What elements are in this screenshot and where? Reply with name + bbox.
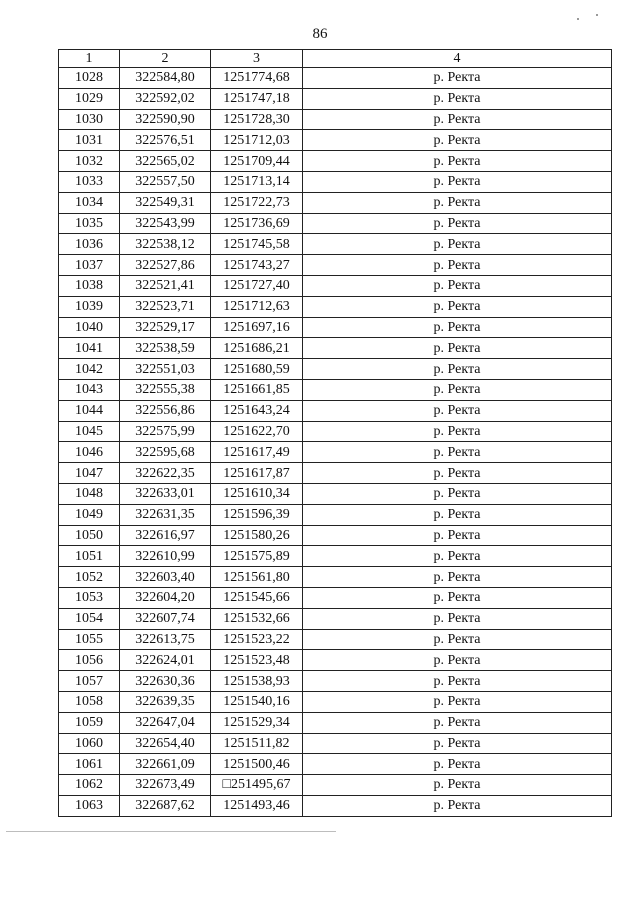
coordinate-x-cell: 322565,02	[120, 151, 211, 172]
scan-artifact-line	[6, 831, 336, 832]
table-row	[59, 567, 612, 588]
coordinate-y-cell: 1251745,58	[211, 234, 303, 255]
coordinate-x-cell: 322654,40	[120, 733, 211, 754]
table-row	[59, 255, 612, 276]
point-number-cell: 1039	[59, 296, 120, 317]
coordinate-x-cell: 322607,74	[120, 608, 211, 629]
table-row	[59, 317, 612, 338]
table-row	[59, 754, 612, 775]
description-cell: р. Ректа	[303, 587, 612, 608]
coordinate-x-cell: 322576,51	[120, 130, 211, 151]
coordinate-y-cell: 1251617,87	[211, 463, 303, 484]
coordinate-y-cell: 1251617,49	[211, 442, 303, 463]
coordinate-x-cell: 322556,86	[120, 400, 211, 421]
coordinate-y-cell: 1251511,82	[211, 733, 303, 754]
coordinate-y-cell: 1251774,68	[211, 68, 303, 89]
table-row	[59, 629, 612, 650]
table-row	[59, 151, 612, 172]
description-cell: р. Ректа	[303, 255, 612, 276]
description-cell: р. Ректа	[303, 712, 612, 733]
point-number-cell: 1055	[59, 629, 120, 650]
coordinate-y-cell: 1251747,18	[211, 88, 303, 109]
table-row	[59, 421, 612, 442]
coordinate-y-cell: 1251529,34	[211, 712, 303, 733]
description-cell: р. Ректа	[303, 234, 612, 255]
coordinate-x-cell: 322549,31	[120, 192, 211, 213]
table-row	[59, 359, 612, 380]
coordinate-x-cell: 322523,71	[120, 296, 211, 317]
point-number-cell: 1058	[59, 691, 120, 712]
table-row	[59, 650, 612, 671]
point-number-cell: 1047	[59, 463, 120, 484]
coordinate-y-cell: 1251680,59	[211, 359, 303, 380]
point-number-cell: 1049	[59, 504, 120, 525]
point-number-cell: 1028	[59, 68, 120, 89]
point-number-cell: 1033	[59, 171, 120, 192]
coordinate-x-cell: 322555,38	[120, 379, 211, 400]
coordinates-table	[58, 49, 612, 817]
scan-artifact-dot	[577, 18, 579, 20]
description-cell: р. Ректа	[303, 317, 612, 338]
table-row	[59, 463, 612, 484]
table-row	[59, 775, 612, 796]
coordinate-x-cell: 322557,50	[120, 171, 211, 192]
coordinate-y-cell: 1251580,26	[211, 525, 303, 546]
point-number-cell: 1034	[59, 192, 120, 213]
description-cell: р. Ректа	[303, 130, 612, 151]
point-number-cell: 1045	[59, 421, 120, 442]
point-number-cell: 1040	[59, 317, 120, 338]
coordinate-x-cell: 322575,99	[120, 421, 211, 442]
table-row	[59, 379, 612, 400]
point-number-cell: 1050	[59, 525, 120, 546]
coordinate-y-cell: 1251709,44	[211, 151, 303, 172]
coordinate-y-cell: 1251500,46	[211, 754, 303, 775]
point-number-cell: 1043	[59, 379, 120, 400]
coordinate-x-cell: 322633,01	[120, 483, 211, 504]
coordinate-x-cell: 322631,35	[120, 504, 211, 525]
point-number-cell: 1051	[59, 546, 120, 567]
table-row	[59, 608, 612, 629]
description-cell: р. Ректа	[303, 567, 612, 588]
point-number-cell: 1038	[59, 275, 120, 296]
table-row	[59, 400, 612, 421]
coordinate-x-cell: 322610,99	[120, 546, 211, 567]
description-cell: р. Ректа	[303, 733, 612, 754]
table-row	[59, 671, 612, 692]
coordinate-x-cell: 322673,49	[120, 775, 211, 796]
coordinate-x-cell: 322551,03	[120, 359, 211, 380]
description-cell: р. Ректа	[303, 608, 612, 629]
coordinate-y-cell: 1251540,16	[211, 691, 303, 712]
coordinate-x-cell: 322538,59	[120, 338, 211, 359]
description-cell: р. Ректа	[303, 442, 612, 463]
coordinate-y-cell: 1251736,69	[211, 213, 303, 234]
point-number-cell: 1035	[59, 213, 120, 234]
point-number-cell: 1031	[59, 130, 120, 151]
description-cell: р. Ректа	[303, 483, 612, 504]
description-cell: р. Ректа	[303, 525, 612, 546]
coordinate-x-cell: 322584,80	[120, 68, 211, 89]
table-body	[59, 68, 612, 817]
coordinate-y-cell: 1251532,66	[211, 608, 303, 629]
description-cell: р. Ректа	[303, 546, 612, 567]
point-number-cell: 1053	[59, 587, 120, 608]
table-header-row	[59, 50, 612, 68]
coordinate-x-cell: 322538,12	[120, 234, 211, 255]
coordinate-y-cell: □251495,67	[211, 775, 303, 796]
description-cell: р. Ректа	[303, 151, 612, 172]
point-number-cell: 1042	[59, 359, 120, 380]
point-number-cell: 1046	[59, 442, 120, 463]
table-row	[59, 525, 612, 546]
table-row	[59, 795, 612, 816]
coordinate-x-cell: 322613,75	[120, 629, 211, 650]
coordinate-x-cell: 322527,86	[120, 255, 211, 276]
coordinate-y-cell: 1251697,16	[211, 317, 303, 338]
point-number-cell: 1061	[59, 754, 120, 775]
description-cell: р. Ректа	[303, 795, 612, 816]
point-number-cell: 1062	[59, 775, 120, 796]
description-cell: р. Ректа	[303, 213, 612, 234]
coordinate-x-cell: 322529,17	[120, 317, 211, 338]
coordinate-y-cell: 1251493,46	[211, 795, 303, 816]
coordinate-y-cell: 1251575,89	[211, 546, 303, 567]
coordinate-x-cell: 322521,41	[120, 275, 211, 296]
description-cell: р. Ректа	[303, 691, 612, 712]
description-cell: р. Ректа	[303, 629, 612, 650]
coordinate-y-cell: 1251712,03	[211, 130, 303, 151]
coordinate-x-cell: 322604,20	[120, 587, 211, 608]
description-cell: р. Ректа	[303, 463, 612, 484]
description-cell: р. Ректа	[303, 275, 612, 296]
table-row	[59, 587, 612, 608]
coordinate-y-cell: 1251713,14	[211, 171, 303, 192]
table-row	[59, 68, 612, 89]
point-number-cell: 1057	[59, 671, 120, 692]
description-cell: р. Ректа	[303, 338, 612, 359]
description-cell: р. Ректа	[303, 68, 612, 89]
coordinate-x-cell: 322590,90	[120, 109, 211, 130]
description-cell: р. Ректа	[303, 775, 612, 796]
table-row	[59, 296, 612, 317]
table-row	[59, 712, 612, 733]
point-number-cell: 1041	[59, 338, 120, 359]
table-row	[59, 442, 612, 463]
point-number-cell: 1063	[59, 795, 120, 816]
coordinate-x-cell: 322630,36	[120, 671, 211, 692]
table-row	[59, 483, 612, 504]
table-row	[59, 338, 612, 359]
coordinate-x-cell: 322624,01	[120, 650, 211, 671]
coordinate-x-cell: 322543,99	[120, 213, 211, 234]
table-row	[59, 504, 612, 525]
point-number-cell: 1052	[59, 567, 120, 588]
point-number-cell: 1056	[59, 650, 120, 671]
table-row	[59, 130, 612, 151]
coordinate-y-cell: 1251523,48	[211, 650, 303, 671]
point-number-cell: 1054	[59, 608, 120, 629]
coordinate-x-cell: 322595,68	[120, 442, 211, 463]
description-cell: р. Ректа	[303, 421, 612, 442]
point-number-cell: 1037	[59, 255, 120, 276]
description-cell: р. Ректа	[303, 171, 612, 192]
coordinate-x-cell: 322647,04	[120, 712, 211, 733]
column-header-3: 3	[211, 50, 303, 68]
table-row	[59, 213, 612, 234]
point-number-cell: 1036	[59, 234, 120, 255]
description-cell: р. Ректа	[303, 109, 612, 130]
description-cell: р. Ректа	[303, 400, 612, 421]
description-cell: р. Ректа	[303, 671, 612, 692]
coordinate-y-cell: 1251743,27	[211, 255, 303, 276]
coordinate-x-cell: 322687,62	[120, 795, 211, 816]
coordinate-x-cell: 322639,35	[120, 691, 211, 712]
description-cell: р. Ректа	[303, 192, 612, 213]
description-cell: р. Ректа	[303, 359, 612, 380]
coordinate-y-cell: 1251622,70	[211, 421, 303, 442]
table-row	[59, 88, 612, 109]
point-number-cell: 1059	[59, 712, 120, 733]
column-header-4: 4	[303, 50, 612, 68]
coordinate-x-cell: 322616,97	[120, 525, 211, 546]
coordinate-y-cell: 1251545,66	[211, 587, 303, 608]
table-row	[59, 275, 612, 296]
table-row	[59, 234, 612, 255]
coordinate-y-cell: 1251728,30	[211, 109, 303, 130]
coordinate-y-cell: 1251643,24	[211, 400, 303, 421]
table-row	[59, 109, 612, 130]
point-number-cell: 1032	[59, 151, 120, 172]
description-cell: р. Ректа	[303, 88, 612, 109]
coordinate-y-cell: 1251712,63	[211, 296, 303, 317]
coordinate-y-cell: 1251661,85	[211, 379, 303, 400]
coordinate-y-cell: 1251610,34	[211, 483, 303, 504]
table-row	[59, 691, 612, 712]
coordinate-y-cell: 1251596,39	[211, 504, 303, 525]
coordinate-y-cell: 1251727,40	[211, 275, 303, 296]
point-number-cell: 1029	[59, 88, 120, 109]
coordinate-x-cell: 322592,02	[120, 88, 211, 109]
description-cell: р. Ректа	[303, 379, 612, 400]
description-cell: р. Ректа	[303, 754, 612, 775]
page-number: 86	[312, 26, 328, 42]
coordinate-x-cell: 322661,09	[120, 754, 211, 775]
scan-artifact-dot	[596, 14, 598, 16]
table-row	[59, 546, 612, 567]
description-cell: р. Ректа	[303, 650, 612, 671]
point-number-cell: 1060	[59, 733, 120, 754]
point-number-cell: 1048	[59, 483, 120, 504]
coordinate-y-cell: 1251561,80	[211, 567, 303, 588]
table-row	[59, 733, 612, 754]
table-row	[59, 171, 612, 192]
table-row	[59, 192, 612, 213]
coordinate-y-cell: 1251538,93	[211, 671, 303, 692]
description-cell: р. Ректа	[303, 296, 612, 317]
column-header-1: 1	[59, 50, 120, 68]
coordinate-x-cell: 322603,40	[120, 567, 211, 588]
point-number-cell: 1030	[59, 109, 120, 130]
coordinate-y-cell: 1251523,22	[211, 629, 303, 650]
coordinate-y-cell: 1251722,73	[211, 192, 303, 213]
column-header-2: 2	[120, 50, 211, 68]
coordinate-y-cell: 1251686,21	[211, 338, 303, 359]
description-cell: р. Ректа	[303, 504, 612, 525]
point-number-cell: 1044	[59, 400, 120, 421]
coordinate-x-cell: 322622,35	[120, 463, 211, 484]
